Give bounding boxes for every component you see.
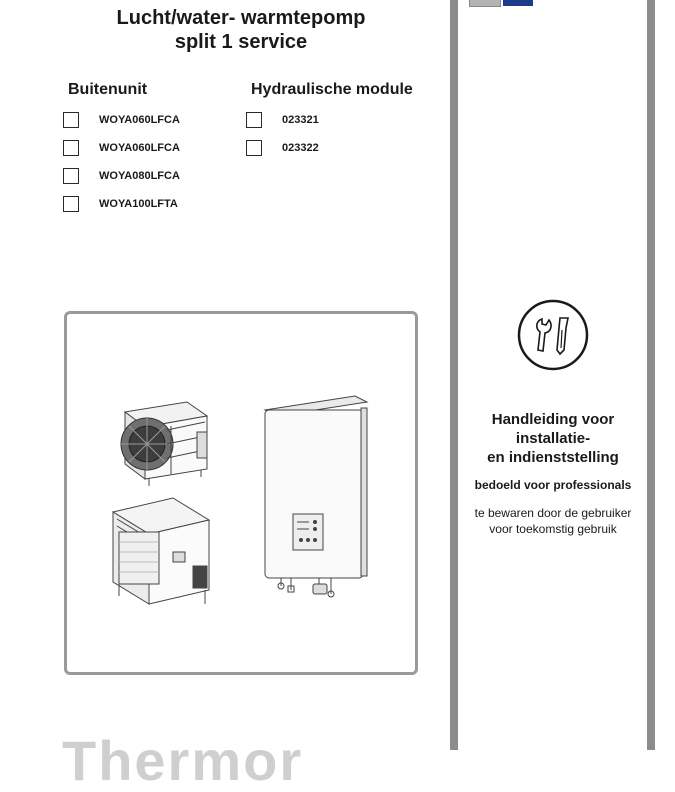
title-line-2: split 1 service	[174, 31, 308, 53]
hydraulic-module-illustration	[265, 396, 367, 597]
brand-logo-partial: Thermor	[62, 729, 304, 792]
outdoor-unit-box-illustration	[113, 498, 209, 604]
hydraulic-module-option	[246, 110, 319, 130]
outdoor-unit-option	[63, 138, 180, 158]
outdoor-unit-label: WOYA060LFCA	[99, 142, 180, 154]
audience-note: bedoeld voor professionals	[474, 478, 632, 492]
sidebar-left-border	[450, 0, 458, 750]
hydraulic-module-option	[246, 138, 319, 158]
manual-title-line-3: en indienststelling	[487, 449, 619, 466]
manual-title-line-1: Handleiding voor	[491, 411, 615, 428]
hydraulic-module-checkbox[interactable]	[246, 112, 262, 128]
outdoor-unit-option	[63, 110, 180, 130]
product-illustration-frame	[64, 311, 418, 675]
outdoor-unit-checkbox[interactable]	[63, 168, 79, 184]
keep-note	[462, 505, 644, 537]
outdoor-unit-label: WOYA100LFTA	[99, 198, 178, 210]
manual-title	[462, 410, 644, 467]
outdoor-unit-option	[63, 166, 180, 186]
document-title	[36, 6, 446, 54]
outdoor-unit-label: WOYA060LFCA	[99, 114, 180, 126]
manual-title-line-2: installatie-	[515, 430, 591, 447]
sidebar-right-border	[647, 0, 655, 750]
outdoor-unit-option	[63, 194, 178, 214]
hydraulic-module-label: 023322	[282, 142, 319, 154]
language-flag-grey	[469, 0, 501, 7]
language-flag-blue	[503, 0, 533, 6]
outdoor-unit-fan-illustration	[121, 402, 207, 486]
keep-note-line-2: voor toekomstig gebruik	[489, 522, 617, 536]
outdoor-unit-checkbox[interactable]	[63, 196, 79, 212]
title-line-1: Lucht/water- warmtepomp	[116, 7, 366, 29]
outdoor-unit-heading: Buitenunit	[68, 81, 148, 98]
product-illustration	[67, 314, 415, 672]
outdoor-unit-checkbox[interactable]	[63, 140, 79, 156]
outdoor-unit-checkbox[interactable]	[63, 112, 79, 128]
wrench-screwdriver-icon	[516, 298, 590, 372]
keep-note-line-1: te bewaren door de gebruiker	[474, 506, 632, 520]
outdoor-unit-label: WOYA080LFCA	[99, 170, 180, 182]
hydraulic-module-label: 023321	[282, 114, 319, 126]
hydraulic-module-checkbox[interactable]	[246, 140, 262, 156]
hydraulic-module-heading: Hydraulische module	[251, 81, 413, 98]
